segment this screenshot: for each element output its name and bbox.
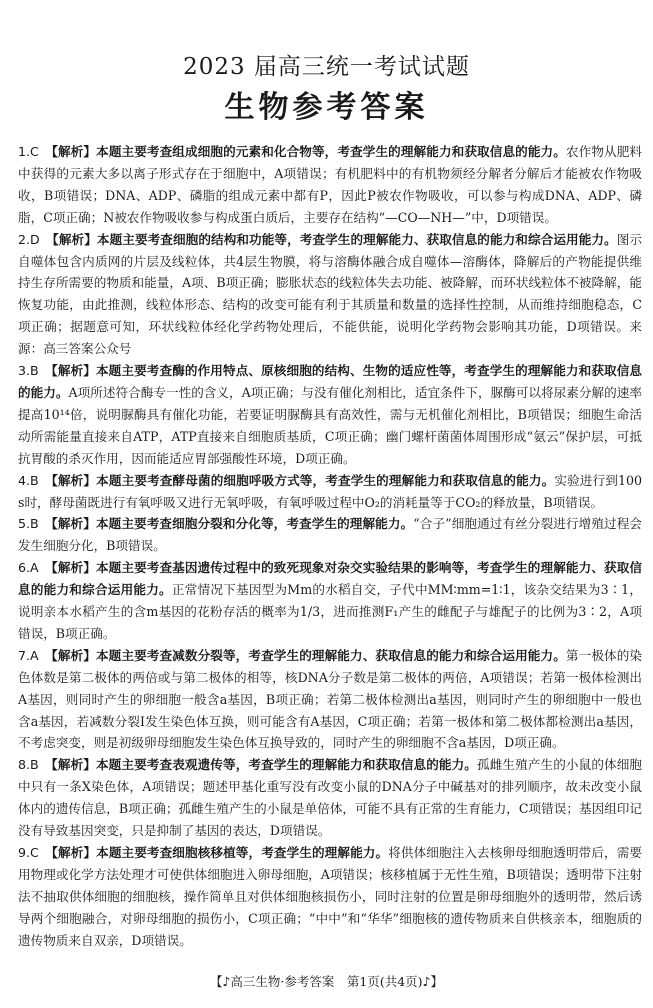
analysis-tag: 【解析】 <box>51 472 97 488</box>
answer-number: 5.B <box>18 516 39 532</box>
answer-focus: 本题主要考查细胞的结构和功能等，考查学生的理解能力、获取信息的能力和综合运用能力。 <box>96 231 617 247</box>
page-title: 生物参考答案 <box>224 90 429 125</box>
answer-explanation: 图示自噬体包含内质网的片层及线粒体，共4层生物膜，将与溶酶体融合成自噬体—溶酶体，降解后的产物能提供维持生存所需要的物质和能量，A项、B项正确；膨胀状态的线粒体失去功能、被降解，而环状线粒体不被降解，能恢复功能，由此推测，线粒体形态、结构的改变可能有利于其质量和数量的选择性控制，从而维持细胞稳态，C项正确；据题意可知，环状线粒体经化学药物处理后，不能供能，说明化学药物会影响其功能，D项错误。来源：高三答案公众号 <box>18 231 643 357</box>
analysis-tag: 【解析】 <box>51 647 96 663</box>
answer-focus: 本题主要考查酵母菌的细胞呼吸方式等，考查学生的理解能力和获取信息的能力。 <box>96 472 555 488</box>
answer-number: 6.A <box>18 560 39 576</box>
answer-focus: 本题主要考查细胞分裂和分化等，考查学生的理解能力。 <box>95 516 414 532</box>
answer-number: 4.B <box>18 472 39 488</box>
answer-item <box>18 141 642 229</box>
answer-focus: 本题主要考查基因遗传过程中的致死现象对杂交实验结果的影响等，考查学生的理解能力、获取信息的能力和综合运用能力。 <box>18 560 643 598</box>
answer-number: 7.A <box>18 647 39 663</box>
analysis-tag: 【解析】 <box>51 144 97 159</box>
answer-item <box>18 557 642 645</box>
answer-explanation: A项所述符合酶专一性的含义，A项正确；与没有催化剂相比，适宜条件下，脲酶可以将尿素分解的速率提高10¹⁴倍，说明脲酶具有催化功能，若要证明脲酶具有高效性，需与无机催化剂相比，B项错误；细胞生命活动所需能量直接来自ATP，ATP直接来自细胞质基质，C项正确；幽门螺杆菌菌体周围形成“氨云”保护层，可抵抗胃酸的杀灭作用，因而能适应胃部强酸性环境，D项正确。 <box>18 384 642 466</box>
analysis-tag: 【解析】 <box>51 757 96 773</box>
answer-explanation: 正常情况下基因型为Mm的水稻自交，子代中MM∶mm=1∶1，该杂交结果为3∶1，说明亲本水稻产生的含m基因的花粉存活的概率为1/3，进而推测F₁产生的雌配子与雄配子的比例为3∶2，A项错误，B项正确。 <box>18 582 643 641</box>
answer-focus: 本题主要考查细胞核移植等，考查学生的理解能力。 <box>96 845 389 860</box>
answer-number: 9.C <box>18 845 39 860</box>
analysis-tag: 【解析】 <box>51 845 97 860</box>
exam-title: 2023 届高三统一考试试题 <box>183 54 470 80</box>
answer-number: 1.C <box>18 144 39 159</box>
answer-item <box>18 513 642 557</box>
answer-explanation: 农作物从肥料中获得的元素大多以离子形式存在于细胞中，A项错误；有机肥料中的有机物须经分解者分解后才能被农作物吸收，B项错误；DNA、ADP、磷脂的组成元素中都有P，因此P被农作物吸收，可以参与构成DNA、ADP、磷脂，C项正确；N被农作物吸收参与构成蛋白质后，主要存在结构“—CO—NH—”中，D项错误。 <box>18 144 643 225</box>
answer-focus: 本题主要考查减数分裂等，考查学生的理解能力、获取信息的能力和综合运用能力。 <box>95 647 566 663</box>
answer-explanation: 孤雌生殖产生的小鼠的体细胞中只有一条X染色体，A项错误；题述甲基化重写没有改变小鼠的DNA分子中碱基对的排列顺序，故未改变小鼠体内的遗传信息，B项正确；孤雌生殖产生的小鼠是单倍体，可能不具有正常的生育能力，C项错误；基因组印记没有导致基因突变，只是抑制了基因的表达，D项错误。 <box>18 757 643 839</box>
answer-item <box>18 754 642 842</box>
answer-list <box>18 141 642 952</box>
answer-item <box>18 229 642 360</box>
analysis-tag: 【解析】 <box>52 231 97 247</box>
answer-focus: 本题主要考查酶的作用特点、原核细胞的结构、生物的适应性等，考查学生的理解能力和获取信息的能力。 <box>18 363 643 400</box>
answer-explanation: 将供体细胞注入去核卵母细胞透明带后，需要用物理或化学方法处理才可使供体细胞进入卵母细胞，A项错误；核移植属于无性生殖，B项错误；透明带下注射法不抽取供体细胞的细胞核，操作简单且对供体细胞核损伤小，同时注射的位置是卵母细胞外的透明带，然后诱导两个细胞融合，对卵母细胞的损伤小，C项正确；“中中”和“华华”细胞核的遗传物质来自供核亲本，细胞质的遗传物质来自双亲，D项错误。 <box>18 845 643 948</box>
answer-item <box>18 645 642 755</box>
answer-item <box>18 842 642 952</box>
answer-explanation: 实验进行到100 s时，酵母菌既进行有氧呼吸又进行无氧呼吸，有氧呼吸过程中O₂的消耗量等于CO₂的释放量，B项错误。 <box>18 472 643 510</box>
answer-item <box>18 360 642 470</box>
answer-focus: 本题主要考查组成细胞的元素和化合物等，考查学生的理解能力和获取信息的能力。 <box>96 144 566 159</box>
analysis-tag: 【解析】 <box>51 560 96 576</box>
answer-item <box>18 470 642 514</box>
analysis-tag: 【解析】 <box>51 363 96 379</box>
answer-explanation: “合子”细胞通过有丝分裂进行增殖过程会发生细胞分化，B项错误。 <box>18 516 643 554</box>
answer-number: 3.B <box>18 363 39 379</box>
answer-number: 8.B <box>18 757 39 773</box>
analysis-tag: 【解析】 <box>51 516 96 532</box>
answer-explanation: 第一极体的染色体数是第二极体的两倍或与第二极体的相等，核DNA分子数是第二极体的两倍，A项错误；若第一极体检测出A基因，则同时产生的卵细胞一般含a基因，B项正确；若第二极体检测出a基因，则同时产生的卵细胞中一般也含a基因，若减数分裂Ⅰ发生染色体互换，则可能含有A基因，C项正确；若第一极体和第二极体都检测出a基因，不考虑突变，则是初级卵母细胞发生染色体互换导致的，同时产生的卵细胞不含a基因，D项正确。 <box>18 647 643 751</box>
answer-focus: 本题主要考查表观遗传等，考查学生的理解能力和获取信息的能力。 <box>95 757 478 773</box>
page-footer: 【♪高三生物·参考答案 第1页(共4页)♪】 <box>209 974 444 989</box>
answer-number: 2.D <box>18 231 40 247</box>
